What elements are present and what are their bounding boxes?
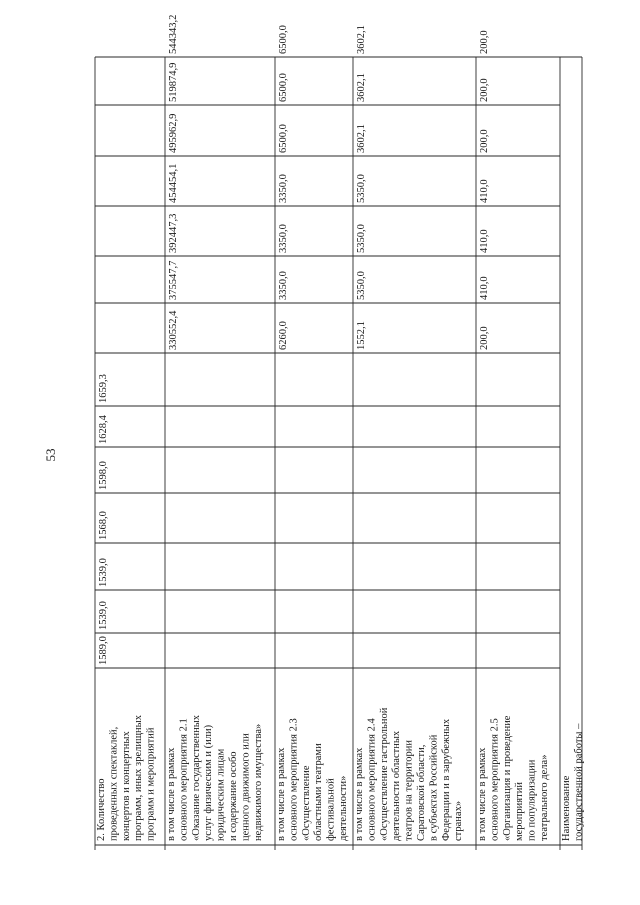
cell-value: 6500,0 — [278, 73, 289, 102]
cell-value: 3602,1 — [356, 124, 367, 153]
table-row — [354, 25, 464, 841]
cell-value: 410,0 — [479, 179, 490, 203]
row-label-line: государственной работы – — [573, 723, 585, 841]
row-label-line: в том числе в рамках — [276, 747, 287, 841]
row-label-line: по популяризации — [526, 759, 538, 841]
cell-value: 544343,2 — [168, 14, 179, 54]
row-label-line: в том числе в рамках — [354, 747, 365, 841]
table-row — [276, 25, 349, 841]
cell-value: 1552,1 — [356, 321, 367, 350]
cell-value: 3350,0 — [278, 174, 289, 203]
row-label-line: в том числе в рамках — [477, 747, 488, 841]
table-row — [561, 723, 584, 841]
cell-value: 6260,0 — [278, 321, 289, 350]
row-label-line: в том числе в рамках — [166, 747, 177, 841]
cell-value: 392447,3 — [168, 213, 179, 253]
row-label-line: проведенных спектаклей, — [108, 726, 120, 841]
cell-value: 1539,0 — [98, 558, 109, 587]
cell-value: 6500,0 — [278, 124, 289, 153]
row-label-line: программ, иных зрелищных — [133, 715, 145, 841]
row-label-line: деятельности областных — [391, 730, 403, 841]
row-label-line: мероприятий — [514, 782, 526, 841]
row-label — [276, 718, 349, 841]
row-label-line: основного мероприятия 2.5 — [489, 718, 501, 841]
cell-value: 200,0 — [479, 78, 490, 102]
cell-value: 1568,0 — [98, 511, 109, 540]
row-label-line: странах» — [453, 800, 465, 841]
row-label-line: юридическим лицам — [215, 748, 227, 841]
cell-value: 5350,0 — [356, 224, 367, 253]
row-label-line: основного мероприятия 2.3 — [288, 718, 300, 841]
row-label-line: основного мероприятия 2.4 — [366, 718, 378, 841]
row-label-line: основного мероприятия 2.1 — [178, 718, 190, 841]
row-label-line: в субъектах Российской — [428, 734, 440, 841]
table-row — [96, 374, 157, 841]
row-label-line: концертов и концертных — [120, 731, 132, 841]
cell-value: 1659,3 — [98, 374, 109, 403]
row-label-line: Саратовской области, — [416, 744, 427, 841]
page-number: 53 — [43, 448, 58, 462]
row-label-line: «Осуществление гастрольной — [378, 707, 390, 841]
cell-value: 6500,0 — [278, 25, 289, 54]
row-label-line: областными театрами — [313, 743, 325, 841]
cell-value: 330552,4 — [168, 310, 179, 350]
cell-value: 3350,0 — [278, 224, 289, 253]
cell-value: 454454,1 — [168, 163, 179, 203]
cell-value: 3350,0 — [278, 271, 289, 300]
row-label-line: театров на территории — [403, 739, 415, 841]
cell-value: 519874,9 — [168, 62, 179, 102]
row-label-line: программ и мероприятий — [145, 727, 157, 841]
cell-value: 1628,4 — [98, 415, 109, 444]
row-label-line: фестивальной — [325, 778, 337, 841]
table-row — [477, 30, 550, 841]
row-label-line: театрального дела» — [539, 754, 550, 841]
row-label-line: «Организация и проведение — [501, 715, 513, 841]
row-label-line: ценного движимого или — [240, 733, 252, 841]
cell-value: 1539,0 — [98, 601, 109, 630]
cell-value: 495962,9 — [168, 113, 179, 153]
row-label-line: «Осуществление — [300, 765, 312, 841]
row-label-line: деятельности» — [338, 775, 349, 841]
row-label-line: «Оказание государственных — [190, 714, 202, 841]
cell-value: 410,0 — [479, 276, 490, 300]
row-label — [166, 714, 264, 841]
cell-value: 410,0 — [479, 229, 490, 253]
row-label-line: услуг физическим и (или) — [203, 724, 215, 841]
cell-value: 200,0 — [479, 326, 490, 350]
cell-value: 1598,0 — [98, 461, 109, 490]
cell-value: 5350,0 — [356, 271, 367, 300]
cell-value: 200,0 — [479, 129, 490, 153]
row-label-line: 2. Количество — [96, 778, 107, 841]
cell-value: 5350,0 — [356, 174, 367, 203]
row-label — [354, 707, 464, 841]
cell-value: 3602,1 — [356, 73, 367, 102]
cell-value: 375547,7 — [168, 260, 179, 300]
row-label-line: и содержание особо — [228, 751, 239, 841]
row-label — [477, 715, 550, 841]
cell-value: 200,0 — [479, 30, 490, 54]
cell-value: 1589,0 — [98, 636, 109, 665]
row-label-line: Наименование — [561, 775, 572, 841]
table-row — [166, 15, 264, 841]
row-label — [96, 714, 157, 841]
row-label-line: недвижимого имущества» — [252, 723, 264, 841]
row-label — [561, 723, 584, 841]
row-label-line: Федерации и в зарубежных — [440, 718, 452, 841]
cell-value: 3602,1 — [356, 25, 367, 54]
